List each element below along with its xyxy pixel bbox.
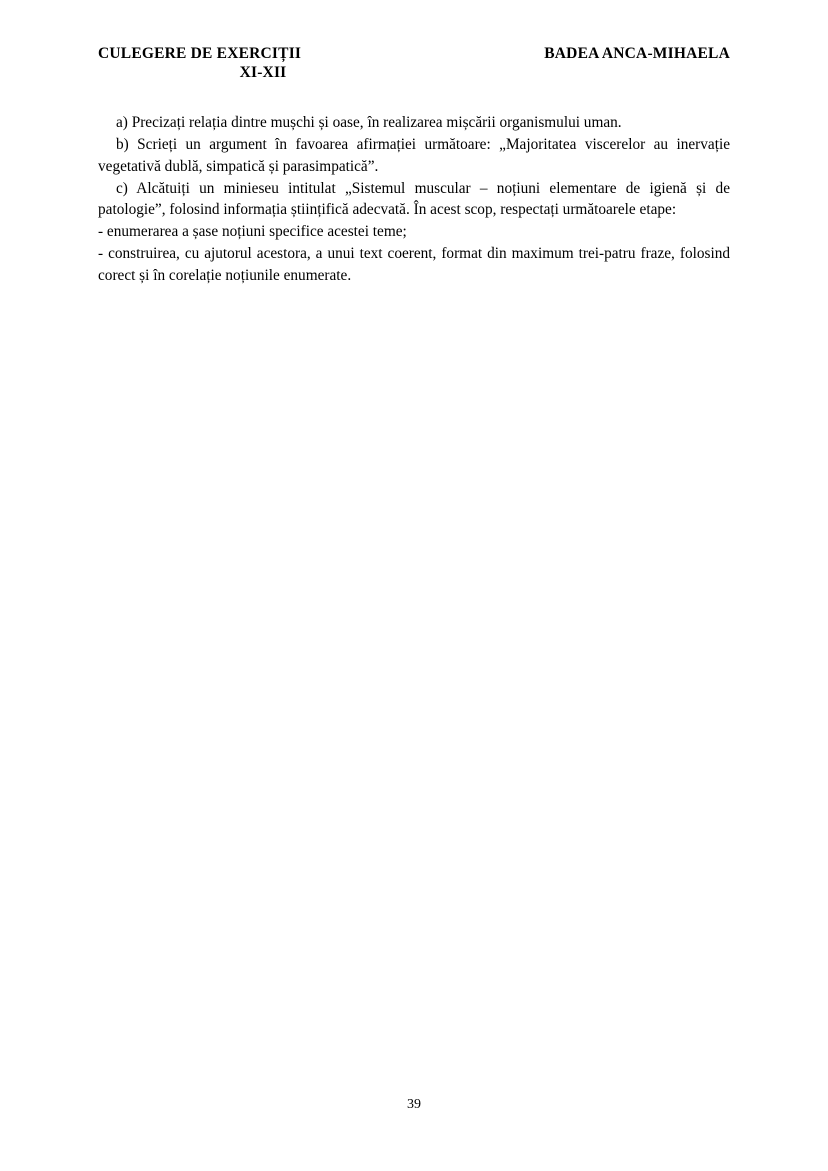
paragraph-bullet-2: - construirea, cu ajutorul acestora, a unui text coerent, format din maximum trei-patru fraze, folosind corect și în corelație noțiunile enumerate. bbox=[98, 245, 730, 284]
paragraph-bullet-1: - enumerarea a șase noțiuni specifice acestei teme; bbox=[98, 223, 407, 240]
paragraph-b: b) Scrieți un argument în favoarea afirmației următoare: „Majoritatea viscerelor au inervație vegetativă dublă, simpatică și parasimpatică”. bbox=[98, 136, 730, 175]
header-author: BADEA ANCA-MIHAELA bbox=[544, 45, 730, 62]
page-number: 39 bbox=[407, 1097, 421, 1112]
header-title-line2: XI-XII bbox=[239, 64, 287, 81]
paragraph-c: c) Alcătuiți un minieseu intitulat „Sistemul muscular – noțiuni elementare de igienă și de patologie”, folosind informația științifică adecvată. În acest scop, respectați următoarele etape: bbox=[98, 179, 730, 218]
page-header bbox=[98, 44, 730, 88]
header-title-left bbox=[98, 44, 428, 82]
header-title-line1: CULEGERE DE EXERCIȚII bbox=[98, 45, 302, 62]
document-body bbox=[98, 112, 730, 286]
paragraph-a: a) Precizați relația dintre mușchi și oase, în realizarea mișcării organismului uman. bbox=[116, 114, 622, 131]
